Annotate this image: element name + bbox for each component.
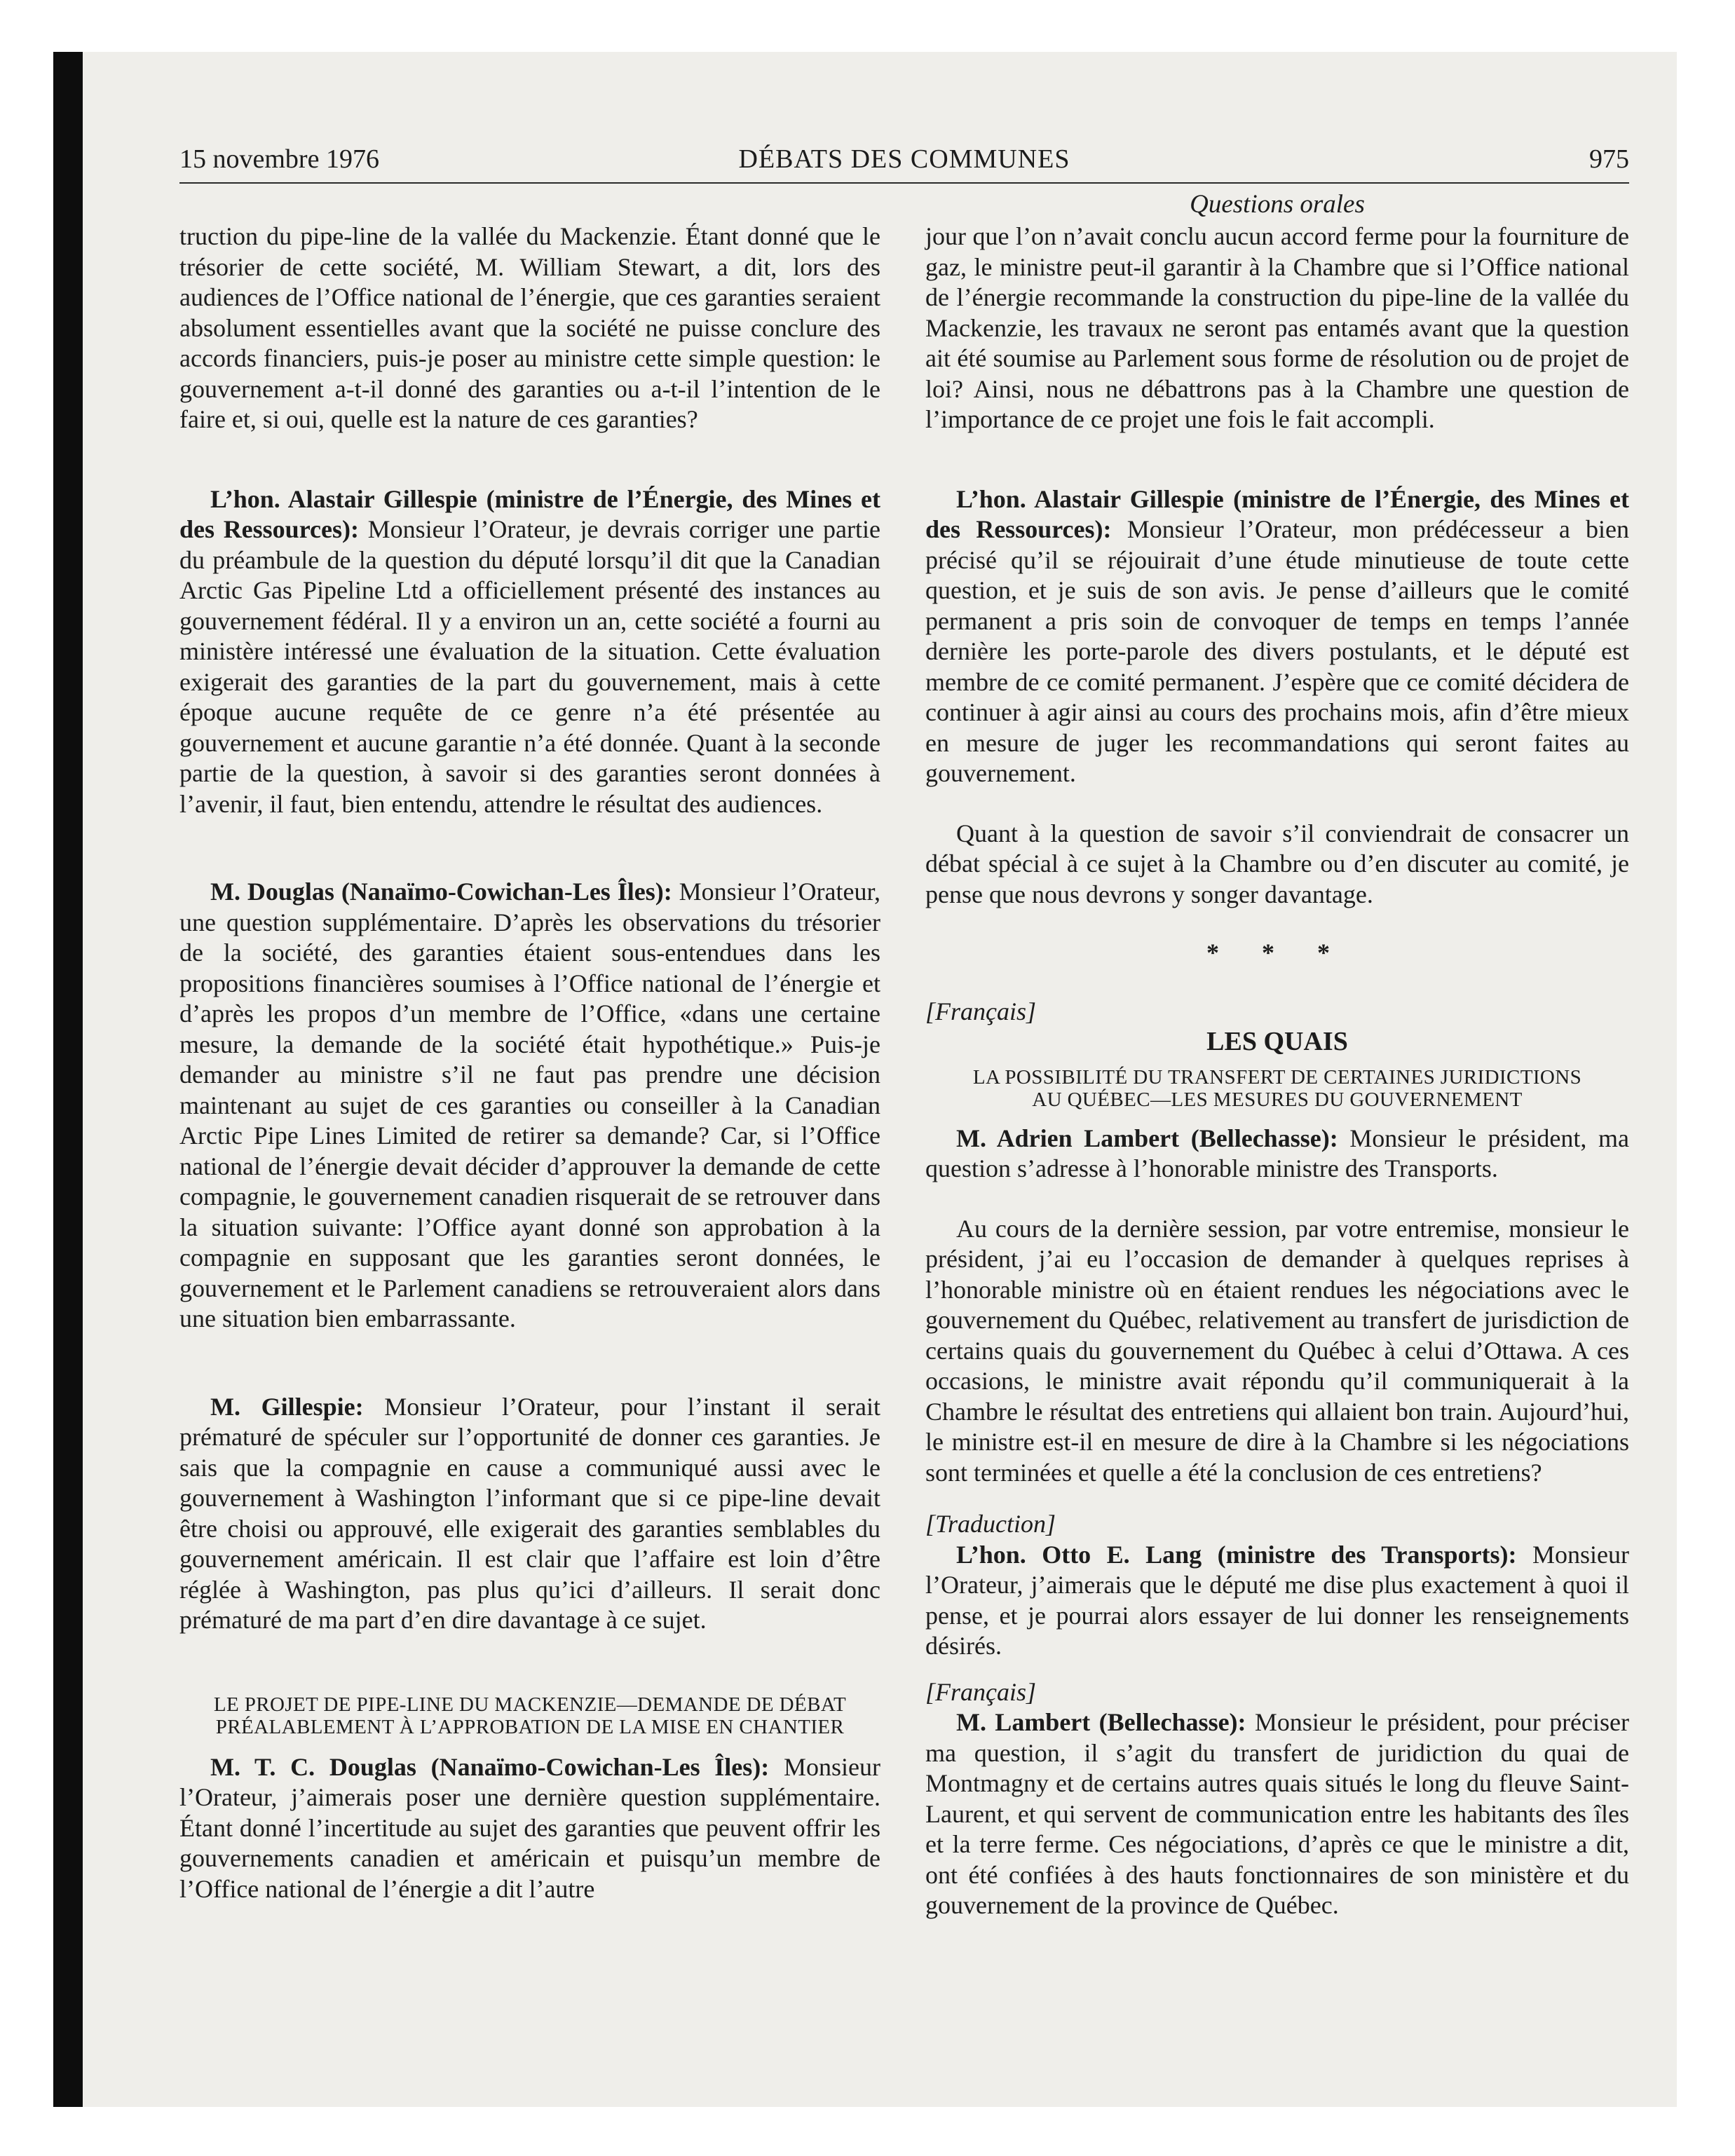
- paragraph-gillespie-reply: [925, 484, 1629, 789]
- subheading-line-2: PRÉALABLEMENT À L’APPROBATION DE LA MISE EN CHANTIER: [215, 1715, 845, 1738]
- paragraph-gillespie-answer: [179, 1392, 880, 1636]
- language-marker: [Français]: [925, 997, 1037, 1025]
- speaker-name: M. Gillespie:: [210, 1392, 364, 1421]
- right-column: [925, 188, 1629, 1921]
- section-heading: LES QUAIS: [1206, 1027, 1348, 1056]
- header-title: DÉBATS DES COMMUNES: [738, 144, 1070, 174]
- speech-text: Monsieur le président, ma question s’adresse à l’honorable ministre des Transports.: [925, 1124, 1629, 1182]
- language-marker: [Traduction]: [925, 1510, 1056, 1538]
- paragraph-douglas-final-question: [179, 1752, 880, 1905]
- speech-text: Monsieur l’Orateur, mon prédécesseur a bien précisé qu’il se réjouirait d’une étude minutieuse de toute cette question, et je suis de son avis. Je pense d’ailleurs que le comité permanent a pris soin de convoquer de temps en temps l’année dernière les porte-parole des divers postulants, et le député est membre de ce comité permanent. J’espère que ce comité décidera de continuer à agir ainsi au cours des prochains mois, afin d’être mieux en mesure de juger les recommandations qui seront faites au gouvernement.: [925, 515, 1629, 787]
- speaker-name: M. Douglas (Nanaïmo-Cowichan-Les Îles):: [210, 878, 672, 906]
- speech-text: Monsieur l’Orateur, je devrais corriger une partie du préambule de la question du député lorsqu’il dit que la Canadian Arctic Gas Pipeline Ltd a officiellement présenté des instances au gouvernement fédéral. Il y a environ un an, cette société a fourni au ministère intéressé une évaluation de la situation. Cette évaluation exigerait des garanties de la part du gouvernement, mais à cette époque aucune requête de ce genre n’a été présentée au gouvernement et aucune garantie n’a été donnée. Quant à la seconde partie de la question, à savoir si des garanties seront données à l’avenir, il faut, bien entendu, attendre le résultat des audiences.: [179, 515, 880, 818]
- section-subheading: [179, 1693, 880, 1738]
- paragraph-question-continuation: truction du pipe-line de la vallée du Mackenzie. Étant donné que le trésorier de cette société, M. William Stewart, a dit, lors des audiences de l’Office national de l’énergie, que ces garanties seraient absolument essentielles avant que la société ne puisse conclure des accords financiers, puis-je poser au ministre cette simple question: le gouvernement a-t-il donné des garanties ou a-t-il l’intention de le faire et, si oui, quelle est la nature de ces garanties?: [179, 222, 880, 433]
- section-subheading: [925, 1066, 1629, 1111]
- speech-text: Monsieur l’Orateur, j’aimerais poser une dernière question supplémentaire. Étant donné l’incertitude au sujet des garanties que peuvent offrir les gouvernements canadien et américain et puisqu’un membre de l’Office national de l’énergie a dit l’autre: [179, 1752, 880, 1903]
- section-separator-stars: * * *: [1206, 939, 1348, 967]
- language-marker: [Français]: [925, 1677, 1037, 1706]
- header-date: 15 novembre 1976: [179, 144, 379, 174]
- speech-text: Monsieur l’Orateur, pour l’instant il serait prématuré de spéculer sur l’opportunité de donner ces garanties. Je sais que la compagnie en cause a communiqué aussi avec le gouvernement à Washington l’informant que si ce pipe-line devait être choisi ou approuvé, elle exigerait des garanties semblables du gouvernement américain. Il est clair que l’affaire est loin d’être réglée à Washington, pas plus qu’ici d’ailleurs. Il serait donc prématuré de ma part d’en dire davantage à ce sujet.: [179, 1392, 881, 1634]
- speech-text: Monsieur l’Orateur, une question supplémentaire. D’après les observations du trésorier de la société, des garanties étaient sous-entendues dans les propositions financières soumises à l’Office national de l’énergie et d’après les propos d’un membre de l’Office, «dans une certaine mesure, la demande de la société était hypothétique.» Puis-je demander au ministre s’il ne faut pas prendre une décision maintenant au sujet de ces garanties ou conseiller à la Canadian Arctic Pipe Lines Limited de retirer sa demande? Car, si l’Office national de l’énergie devait décider d’approuver la demande de cette compagnie, le gouvernement canadien risquerait de se retrouver dans la situation suivante: l’Office ayant donné son approbation à la compagnie en supposant que les garanties seront données, le gouvernement et le Parlement canadiens se retrouveraient alors dans une situation bien embarrassante.: [179, 878, 880, 1332]
- paragraph-lambert-question: [925, 1124, 1629, 1185]
- paragraph-debate-consideration: Quant à la question de savoir s’il conviendrait de consacrer un débat spécial à ce sujet à la Chambre ou d’en discuter au comité, je pense que nous devrons y songer davantage.: [925, 819, 1629, 908]
- speaker-name: L’hon. Alastair Gillespie (ministre de l’Énergie, des Mines et des Ressources):: [925, 484, 1629, 543]
- speaker-name: M. Lambert (Bellechasse):: [956, 1708, 1246, 1736]
- paragraph-lang-reply: [925, 1540, 1629, 1662]
- subheading-line-1: LE PROJET DE PIPE-LINE DU MACKENZIE—DEMANDE DE DÉBAT: [213, 1693, 847, 1716]
- subheading-line-1: LA POSSIBILITÉ DU TRANSFERT DE CERTAINES JURIDICTIONS: [972, 1065, 1582, 1089]
- page-number: 975: [1589, 144, 1629, 174]
- speaker-name: L’hon. Otto E. Lang (ministre des Transports):: [956, 1540, 1517, 1569]
- paragraph-question-continuation: jour que l’on n’avait conclu aucun accord ferme pour la fourniture de gaz, le ministre peut-il garantir à la Chambre que si l’Office national de l’énergie recommande la construction du pipe-line de la vallée du Mackenzie, les travaux ne seront pas entamés avant que la question ait été soumise au Parlement sous forme de résolution ou de projet de loi? Ainsi, nous ne débattrons pas à la Chambre une question de l’importance de ce projet une fois le fait accompli.: [925, 222, 1629, 433]
- scan-dark-edge: [53, 52, 83, 2107]
- paragraph-douglas-supplementary: [179, 877, 880, 1335]
- speaker-name: L’hon. Alastair Gillespie (ministre de l’Énergie, des Mines et des Ressources):: [179, 484, 880, 543]
- speaker-name: M. Adrien Lambert (Bellechasse):: [956, 1124, 1338, 1152]
- speech-text: Monsieur l’Orateur, j’aimerais que le député me dise plus exactement à quoi il pense, et je pourrai alors essayer de lui donner les renseignements désirés.: [925, 1540, 1629, 1660]
- column-section-label: Questions orales: [1190, 190, 1365, 219]
- paragraph-gillespie-reply: [179, 484, 880, 820]
- paragraph-lambert-clarification: [925, 1707, 1629, 1921]
- running-header: [179, 140, 1629, 184]
- left-column: [179, 188, 880, 1904]
- paragraph-lambert-details: Au cours de la dernière session, par votre entremise, monsieur le président, j’ai eu l’occasion de demander à quelques reprises à l’honorable ministre où en étaient rendues les négociations avec le gouvernement du Québec, relativement au transfert de jurisdiction de certains quais du gouvernement du Québec à celui d’Ottawa. A ces occasions, le ministre avait répondu qu’il communiquerait à la Chambre le résultat des entretiens qui allaient bon train. Aujourd’hui, le ministre est-il en mesure de dire à la Chambre si les négociations sont terminées et quelle a été la conclusion de ces entretiens?: [925, 1214, 1629, 1487]
- subheading-line-2: AU QUÉBEC—LES MESURES DU GOUVERNEMENT: [1032, 1088, 1523, 1111]
- speech-text: Monsieur le président, pour préciser ma question, il s’agit du transfert de juridiction du quai de Montmagny et de certains autres quais situés le long du fleuve Saint-Laurent, et qui servent de communication entre les habitants des îles et la terre ferme. Ces négociations, d’après ce que le ministre a dit, ont été confiées à des hauts fonctionnaires de son ministère et du gouvernement de la province de Québec.: [925, 1708, 1629, 1919]
- speaker-name: M. T. C. Douglas (Nanaïmo-Cowichan-Les Îles):: [210, 1752, 770, 1781]
- hansard-page: [179, 140, 1629, 1919]
